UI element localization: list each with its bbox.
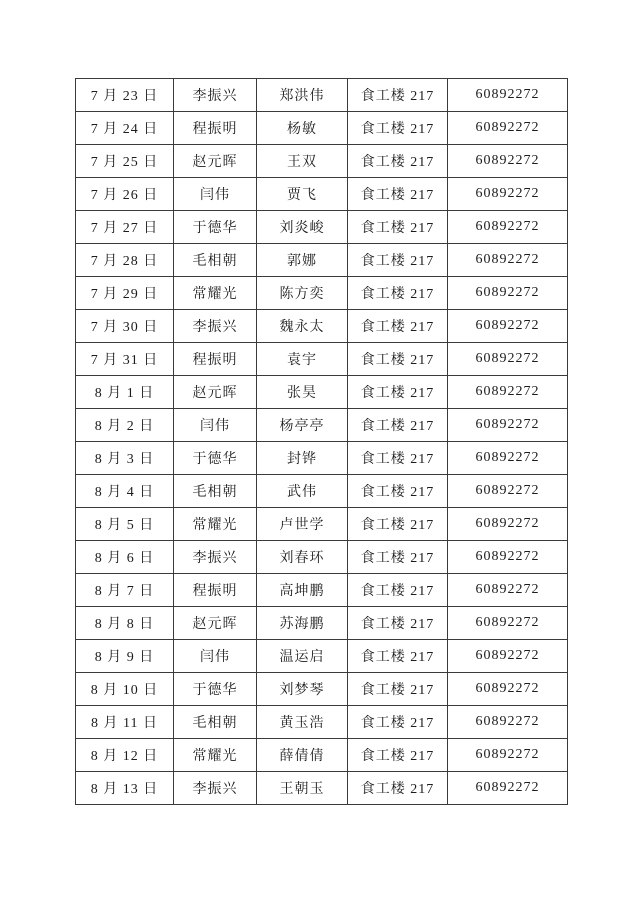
duty-person-1-cell: 程振明 — [174, 112, 257, 145]
date-cell: 8 月 7 日 — [76, 574, 174, 607]
location-cell: 食工楼 217 — [348, 343, 448, 376]
location-cell: 食工楼 217 — [348, 706, 448, 739]
table-row — [76, 508, 568, 541]
phone-cell: 60892272 — [448, 574, 568, 607]
phone-cell: 60892272 — [448, 343, 568, 376]
table-row — [76, 442, 568, 475]
date-cell: 8 月 4 日 — [76, 475, 174, 508]
date-cell: 7 月 27 日 — [76, 211, 174, 244]
duty-roster-body — [76, 79, 568, 805]
duty-person-1-cell: 闫伟 — [174, 409, 257, 442]
table-row — [76, 772, 568, 805]
phone-cell: 60892272 — [448, 640, 568, 673]
duty-person-2-cell: 郑洪伟 — [257, 79, 348, 112]
duty-roster-table — [75, 78, 568, 805]
duty-person-2-cell: 温运启 — [257, 640, 348, 673]
duty-person-2-cell: 苏海鹏 — [257, 607, 348, 640]
phone-cell: 60892272 — [448, 376, 568, 409]
table-row — [76, 409, 568, 442]
date-cell: 8 月 5 日 — [76, 508, 174, 541]
location-cell: 食工楼 217 — [348, 673, 448, 706]
table-row — [76, 178, 568, 211]
location-cell: 食工楼 217 — [348, 739, 448, 772]
location-cell: 食工楼 217 — [348, 640, 448, 673]
date-cell: 7 月 26 日 — [76, 178, 174, 211]
location-cell: 食工楼 217 — [348, 607, 448, 640]
table-row — [76, 640, 568, 673]
phone-cell: 60892272 — [448, 409, 568, 442]
location-cell: 食工楼 217 — [348, 442, 448, 475]
duty-person-1-cell: 李振兴 — [174, 310, 257, 343]
date-cell: 7 月 25 日 — [76, 145, 174, 178]
phone-cell: 60892272 — [448, 211, 568, 244]
date-cell: 8 月 6 日 — [76, 541, 174, 574]
date-cell: 7 月 30 日 — [76, 310, 174, 343]
table-row — [76, 574, 568, 607]
duty-person-2-cell: 封铧 — [257, 442, 348, 475]
phone-cell: 60892272 — [448, 178, 568, 211]
duty-person-1-cell: 于德华 — [174, 442, 257, 475]
duty-person-1-cell: 于德华 — [174, 673, 257, 706]
table-row — [76, 475, 568, 508]
phone-cell: 60892272 — [448, 541, 568, 574]
duty-person-1-cell: 程振明 — [174, 574, 257, 607]
duty-person-1-cell: 常耀光 — [174, 739, 257, 772]
duty-person-2-cell: 刘梦琴 — [257, 673, 348, 706]
table-row — [76, 112, 568, 145]
phone-cell: 60892272 — [448, 145, 568, 178]
duty-person-2-cell: 卢世学 — [257, 508, 348, 541]
duty-person-1-cell: 毛相朝 — [174, 475, 257, 508]
location-cell: 食工楼 217 — [348, 310, 448, 343]
table-row — [76, 145, 568, 178]
location-cell: 食工楼 217 — [348, 541, 448, 574]
table-row — [76, 541, 568, 574]
table-row — [76, 376, 568, 409]
date-cell: 7 月 31 日 — [76, 343, 174, 376]
location-cell: 食工楼 217 — [348, 409, 448, 442]
location-cell: 食工楼 217 — [348, 244, 448, 277]
table-row — [76, 277, 568, 310]
table-row — [76, 739, 568, 772]
table-row — [76, 244, 568, 277]
duty-person-2-cell: 魏永太 — [257, 310, 348, 343]
duty-person-1-cell: 闫伟 — [174, 178, 257, 211]
phone-cell: 60892272 — [448, 508, 568, 541]
location-cell: 食工楼 217 — [348, 277, 448, 310]
duty-person-1-cell: 赵元晖 — [174, 376, 257, 409]
duty-person-1-cell: 于德华 — [174, 211, 257, 244]
table-row — [76, 706, 568, 739]
duty-person-2-cell: 张昊 — [257, 376, 348, 409]
phone-cell: 60892272 — [448, 244, 568, 277]
date-cell: 7 月 29 日 — [76, 277, 174, 310]
duty-person-1-cell: 赵元晖 — [174, 145, 257, 178]
duty-person-2-cell: 贾飞 — [257, 178, 348, 211]
date-cell: 8 月 2 日 — [76, 409, 174, 442]
duty-person-2-cell: 王朝玉 — [257, 772, 348, 805]
phone-cell: 60892272 — [448, 475, 568, 508]
date-cell: 8 月 9 日 — [76, 640, 174, 673]
date-cell: 8 月 13 日 — [76, 772, 174, 805]
phone-cell: 60892272 — [448, 442, 568, 475]
location-cell: 食工楼 217 — [348, 79, 448, 112]
table-row — [76, 673, 568, 706]
duty-person-2-cell: 高坤鹏 — [257, 574, 348, 607]
duty-person-1-cell: 李振兴 — [174, 772, 257, 805]
duty-person-1-cell: 常耀光 — [174, 508, 257, 541]
date-cell: 7 月 24 日 — [76, 112, 174, 145]
location-cell: 食工楼 217 — [348, 376, 448, 409]
duty-person-1-cell: 程振明 — [174, 343, 257, 376]
table-row — [76, 79, 568, 112]
location-cell: 食工楼 217 — [348, 772, 448, 805]
table-row — [76, 607, 568, 640]
phone-cell: 60892272 — [448, 706, 568, 739]
date-cell: 7 月 23 日 — [76, 79, 174, 112]
location-cell: 食工楼 217 — [348, 211, 448, 244]
duty-person-2-cell: 杨敏 — [257, 112, 348, 145]
phone-cell: 60892272 — [448, 79, 568, 112]
duty-person-2-cell: 黄玉浩 — [257, 706, 348, 739]
duty-person-2-cell: 刘炎峻 — [257, 211, 348, 244]
date-cell: 8 月 11 日 — [76, 706, 174, 739]
date-cell: 8 月 3 日 — [76, 442, 174, 475]
location-cell: 食工楼 217 — [348, 574, 448, 607]
location-cell: 食工楼 217 — [348, 475, 448, 508]
duty-person-2-cell: 陈方奕 — [257, 277, 348, 310]
duty-person-2-cell: 袁宇 — [257, 343, 348, 376]
date-cell: 8 月 10 日 — [76, 673, 174, 706]
table-row — [76, 343, 568, 376]
duty-person-1-cell: 李振兴 — [174, 541, 257, 574]
location-cell: 食工楼 217 — [348, 178, 448, 211]
phone-cell: 60892272 — [448, 673, 568, 706]
phone-cell: 60892272 — [448, 310, 568, 343]
date-cell: 8 月 8 日 — [76, 607, 174, 640]
duty-person-1-cell: 赵元晖 — [174, 607, 257, 640]
duty-person-2-cell: 刘春环 — [257, 541, 348, 574]
table-row — [76, 310, 568, 343]
phone-cell: 60892272 — [448, 772, 568, 805]
phone-cell: 60892272 — [448, 277, 568, 310]
phone-cell: 60892272 — [448, 607, 568, 640]
date-cell: 8 月 12 日 — [76, 739, 174, 772]
duty-person-1-cell: 毛相朝 — [174, 706, 257, 739]
location-cell: 食工楼 217 — [348, 508, 448, 541]
duty-person-1-cell: 常耀光 — [174, 277, 257, 310]
phone-cell: 60892272 — [448, 739, 568, 772]
location-cell: 食工楼 217 — [348, 145, 448, 178]
duty-person-1-cell: 闫伟 — [174, 640, 257, 673]
phone-cell: 60892272 — [448, 112, 568, 145]
duty-person-2-cell: 郭娜 — [257, 244, 348, 277]
table-row — [76, 211, 568, 244]
duty-person-1-cell: 李振兴 — [174, 79, 257, 112]
location-cell: 食工楼 217 — [348, 112, 448, 145]
duty-person-2-cell: 王双 — [257, 145, 348, 178]
date-cell: 8 月 1 日 — [76, 376, 174, 409]
date-cell: 7 月 28 日 — [76, 244, 174, 277]
duty-person-2-cell: 薛倩倩 — [257, 739, 348, 772]
duty-person-1-cell: 毛相朝 — [174, 244, 257, 277]
duty-person-2-cell: 武伟 — [257, 475, 348, 508]
duty-person-2-cell: 杨亭亭 — [257, 409, 348, 442]
